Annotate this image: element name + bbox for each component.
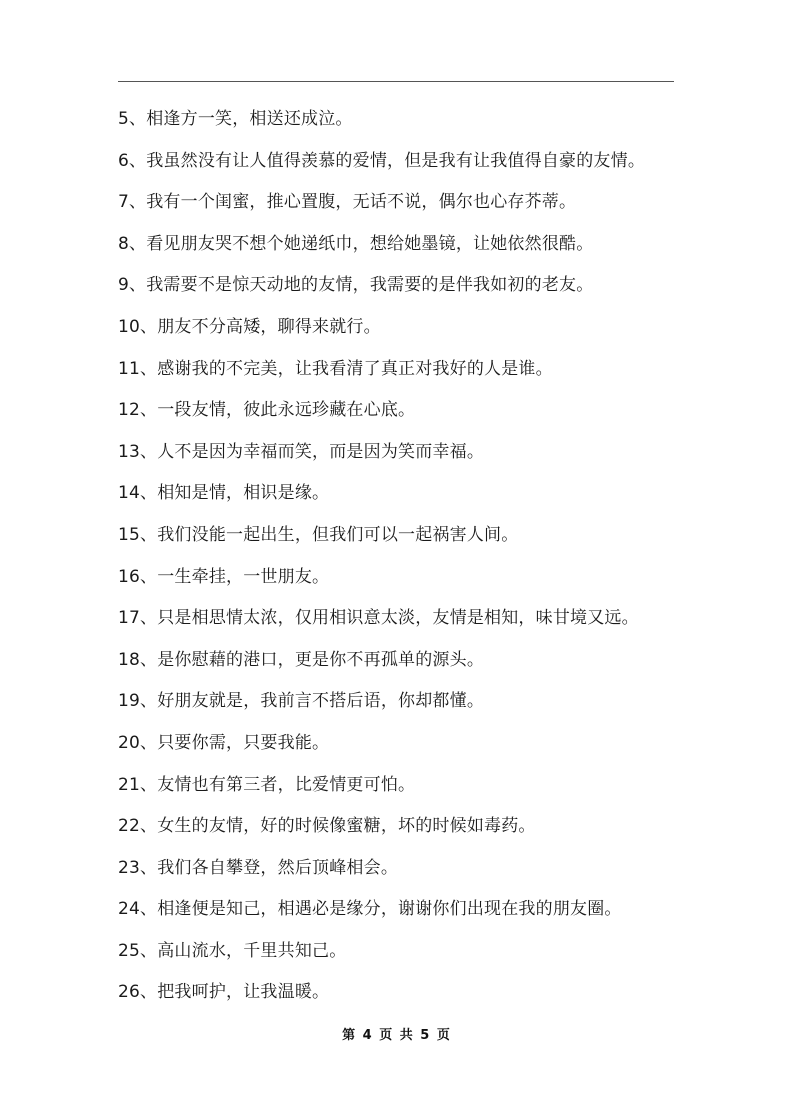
quote-line: 21、友情也有第三者，比爱情更可怕。 bbox=[118, 774, 416, 795]
quote-line: 8、看见朋友哭不想个她递纸巾，想给她墨镜，让她依然很酷。 bbox=[118, 233, 594, 254]
quote-line: 24、相逢便是知己，相遇必是缘分，谢谢你们出现在我的朋友圈。 bbox=[118, 899, 622, 920]
quote-line: 5、相逢方一笑，相送还成泣。 bbox=[118, 109, 353, 129]
quote-line: 7、我有一个闺蜜，推心置腹，无话不说，偶尔也心存芥蒂。 bbox=[118, 192, 577, 213]
quote-line: 16、一生牵挂，一世朋友。 bbox=[118, 566, 330, 587]
quote-line: 15、我们没能一起出生，但我们可以一起祸害人间。 bbox=[118, 524, 519, 545]
quote-line: 18、是你慰藉的港口，更是你不再孤单的源头。 bbox=[118, 649, 485, 670]
quote-line: 23、我们各自攀登，然后顶峰相会。 bbox=[118, 857, 399, 878]
quote-line: 22、女生的友情，好的时候像蜜糖，坏的时候如毒药。 bbox=[118, 816, 536, 837]
quote-line: 11、感谢我的不完美，让我看清了真正对我好的人是谁。 bbox=[118, 358, 553, 379]
quote-line: 20、只要你需，只要我能。 bbox=[118, 732, 330, 753]
quote-line: 19、好朋友就是，我前言不搭后语，你却都懂。 bbox=[118, 691, 485, 712]
quote-line: 6、我虽然没有让人值得羡慕的爱情，但是我有让我值得自豪的友情。 bbox=[118, 150, 646, 171]
page-footer: 第 4 页 共 5 页 bbox=[342, 1028, 450, 1043]
quote-list bbox=[118, 99, 688, 1014]
quote-line: 12、一段友情，彼此永远珍藏在心底。 bbox=[118, 400, 416, 421]
quote-line: 25、高山流水，千里共知己。 bbox=[118, 940, 347, 961]
quote-line: 14、相知是情，相识是缘。 bbox=[118, 483, 330, 504]
header-rule bbox=[118, 81, 674, 82]
quote-line: 13、人不是因为幸福而笑，而是因为笑而幸福。 bbox=[118, 441, 485, 462]
quote-line: 26、把我呵护，让我温暖。 bbox=[118, 982, 330, 1003]
quote-line: 9、我需要不是惊天动地的友情，我需要的是伴我如初的老友。 bbox=[118, 275, 594, 296]
quote-line: 17、只是相思情太浓，仅用相识意太淡，友情是相知，味甘境又远。 bbox=[118, 608, 639, 629]
quote-line: 10、朋友不分高矮，聊得来就行。 bbox=[118, 316, 381, 337]
